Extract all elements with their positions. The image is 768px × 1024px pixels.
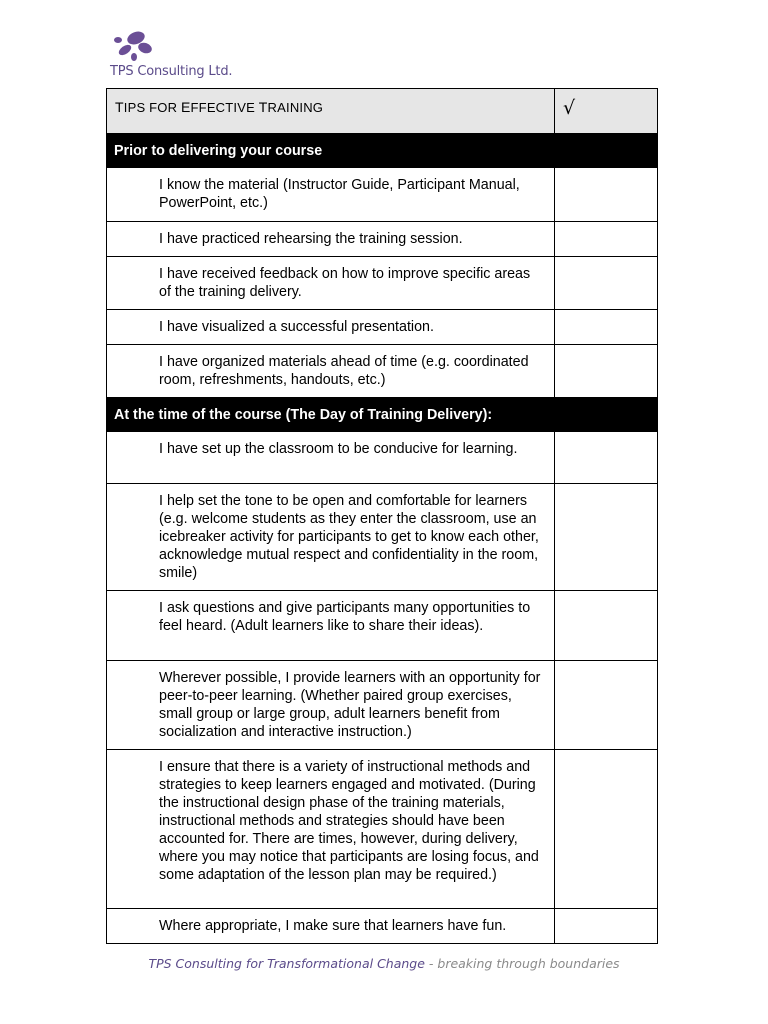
checkbox-cell[interactable] <box>555 310 658 345</box>
section-title: At the time of the course (The Day of Training Delivery): <box>114 407 493 423</box>
checkbox-cell[interactable] <box>555 591 658 661</box>
checklist-item-text: I have organized materials ahead of time (e.g. coordinated room, refreshments, handouts, etc.) <box>159 354 529 388</box>
checklist-item-text: Wherever possible, I provide learners with an opportunity for peer-to-peer learning. (Whether paired group exercises, small group or large group, adult learners benefit from socialization and interactive instruction.) <box>159 670 541 740</box>
table-row <box>107 909 658 944</box>
page-footer <box>0 956 768 971</box>
footer-main-text: TPS Consulting for Transformational Change <box>148 956 425 971</box>
checklist-item-text: I have received feedback on how to improve specific areas of the training delivery. <box>159 266 531 300</box>
tips-checklist-table <box>106 88 658 944</box>
checkbox-cell[interactable] <box>555 432 658 484</box>
checkbox-cell[interactable] <box>555 750 658 909</box>
table-row <box>107 591 658 661</box>
section-title: Prior to delivering your course <box>114 143 323 159</box>
footer-tagline: - breaking through boundaries <box>424 956 620 971</box>
section-header-day-of <box>107 398 658 432</box>
table-row <box>107 750 658 909</box>
table-row <box>107 310 658 345</box>
checklist-item-text: I ask questions and give participants many opportunities to feel heard. (Adult learners like to share their ideas). <box>159 600 531 634</box>
table-header-row <box>107 89 658 134</box>
checkbox-cell[interactable] <box>555 484 658 591</box>
checkmark-icon: √ <box>563 97 576 119</box>
checklist-item-text: Where appropriate, I make sure that learners have fun. <box>159 918 507 934</box>
checkbox-cell[interactable] <box>555 257 658 310</box>
checklist-item-text: I ensure that there is a variety of instructional methods and strategies to keep learners engaged and motivated. (During the instructional design phase of the training materials, instructional methods and strategies should have been accounted for. There are times, however, during delivery, where you may notice that participants are losing focus, and some adaptation of the lesson plan may be required.) <box>159 759 539 883</box>
company-logo <box>110 30 240 82</box>
table-row <box>107 257 658 310</box>
company-name: TPS Consulting Ltd. <box>110 64 233 79</box>
checkbox-cell[interactable] <box>555 168 658 222</box>
table-row <box>107 661 658 750</box>
table-row <box>107 168 658 222</box>
check-header-cell <box>555 89 658 134</box>
checklist-item-text: I help set the tone to be open and comfortable for learners (e.g. welcome students as they enter the classroom, use an icebreaker activity for participants to get to know each other, acknowledge mutual respect and confidentiality in the room, smile) <box>159 493 539 581</box>
checkbox-cell[interactable] <box>555 909 658 944</box>
checklist-item-text: I know the material (Instructor Guide, Participant Manual, PowerPoint, etc.) <box>159 177 520 211</box>
table-row <box>107 432 658 484</box>
checkbox-cell[interactable] <box>555 222 658 257</box>
table-row <box>107 484 658 591</box>
checklist-item-text: I have visualized a successful presentation. <box>159 319 434 335</box>
checklist-item-text: I have practiced rehearsing the training session. <box>159 231 463 247</box>
checklist-item-text: I have set up the classroom to be conducive for learning. <box>159 441 518 457</box>
table-row <box>107 222 658 257</box>
table-title: TIPS FOR EFFECTIVE TRAINING <box>115 99 324 115</box>
checkbox-cell[interactable] <box>555 661 658 750</box>
section-header-prior <box>107 134 658 168</box>
table-row <box>107 345 658 398</box>
tps-flower-icon <box>112 30 154 64</box>
table-title-cell <box>107 89 555 134</box>
checkbox-cell[interactable] <box>555 345 658 398</box>
